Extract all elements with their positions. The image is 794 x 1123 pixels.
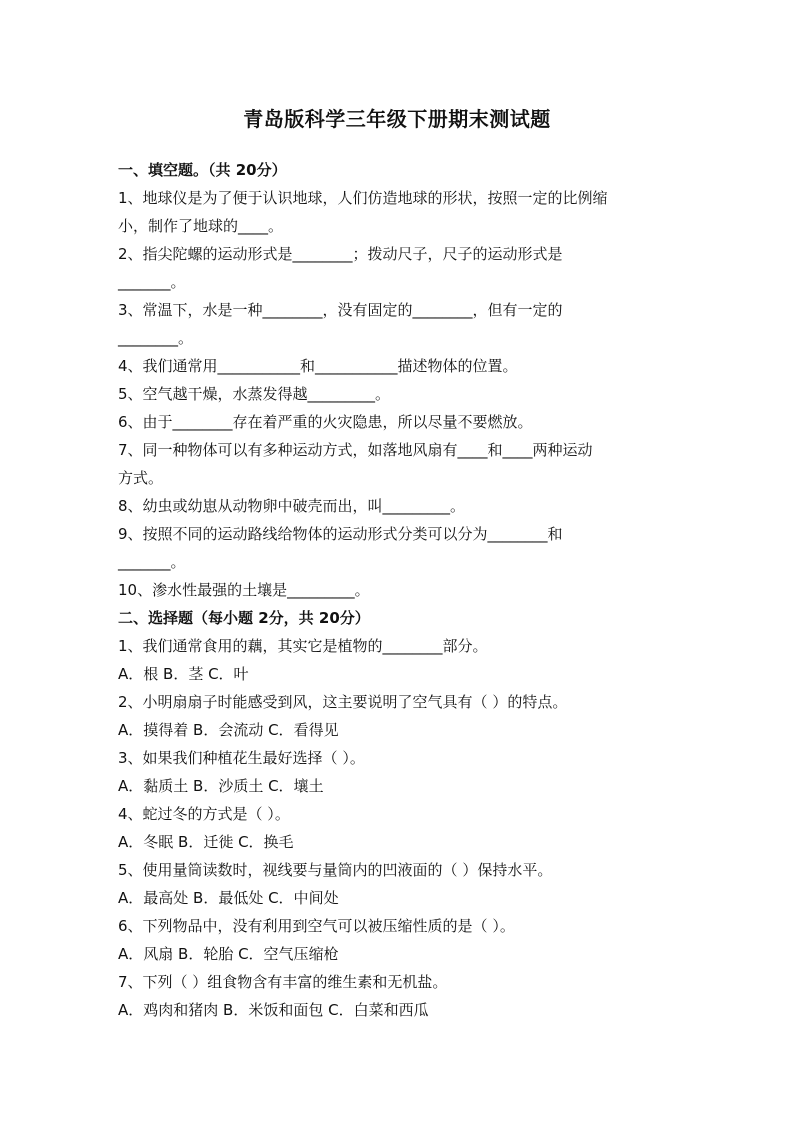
options-line: A．摸得着 B．会流动 C．看得见 (118, 721, 339, 739)
question-line: 1、我们通常食用的藕，其实它是植物的________部分。 (118, 637, 488, 655)
question-line: ________。 (118, 329, 194, 347)
question-line: 4、我们通常用___________和___________描述物体的位置。 (118, 357, 518, 375)
question-line: 5、使用量筒读数时，视线要与量筒内的凹液面的（ ）保持水平。 (118, 861, 553, 879)
question-line: 5、空气越干燥，水蒸发得越_________。 (118, 385, 391, 403)
section-fill-blank (118, 184, 688, 604)
question-line: 4、蛇过冬的方式是（ ）。 (118, 805, 290, 823)
question-line: 9、按照不同的运动路线给物体的运动形式分类可以分为________和 (118, 525, 563, 543)
question-line: 6、由于________存在着严重的火灾隐患，所以尽量不要燃放。 (118, 413, 533, 431)
question-line: 2、小明扇扇子时能感受到风，这主要说明了空气具有（ ）的特点。 (118, 693, 568, 711)
question-line: 8、幼虫或幼崽从动物卵中破壳而出，叫_________。 (118, 497, 466, 515)
question-line: 10、渗水性最强的土壤是_________。 (118, 581, 370, 599)
question-line: 方式。 (118, 469, 164, 487)
question-line: 3、如果我们种植花生最好选择（ ）。 (118, 749, 365, 767)
options-line: A．风扇 B．轮胎 C．空气压缩枪 (118, 945, 339, 963)
question-line: 7、下列（ ）组食物含有丰富的维生素和无机盐。 (118, 973, 448, 991)
question-line: 7、同一种物体可以有多种运动方式，如落地风扇有____和____两种运动 (118, 441, 593, 459)
question-line: 6、下列物品中，没有利用到空气可以被压缩性质的是（ ）。 (118, 917, 515, 935)
question-line: 3、常温下，水是一种________，没有固定的________，但有一定的 (118, 301, 563, 319)
section-multiple-choice-heading: 二、选择题（每小题 2分，共 20分） (118, 609, 370, 627)
options-line: A．最高处 B．最低处 C．中间处 (118, 889, 339, 907)
question-line: 2、指尖陀螺的运动形式是________；拨动尺子，尺子的运动形式是 (118, 245, 563, 263)
page-title: 青岛版科学三年级下册期末测试题 (243, 107, 551, 131)
section-multiple-choice (118, 632, 688, 1024)
options-line: A．鸡肉和猪肉 B．米饭和面包 C．白菜和西瓜 (118, 1001, 429, 1019)
options-line: A．根 B．茎 C．叶 (118, 665, 249, 683)
question-line: 小，制作了地球的____。 (118, 217, 284, 235)
question-line: _______。 (118, 553, 186, 571)
section-fill-blank-heading: 一、填空题。（共 20分） (118, 161, 287, 179)
exam-content (118, 156, 688, 1024)
options-line: A．黏质土 B．沙质土 C．壤土 (118, 777, 324, 795)
question-line: 1、地球仪是为了便于认识地球，人们仿造地球的形状，按照一定的比例缩 (118, 189, 608, 207)
question-line: _______。 (118, 273, 186, 291)
options-line: A．冬眠 B．迁徙 C．换毛 (118, 833, 294, 851)
